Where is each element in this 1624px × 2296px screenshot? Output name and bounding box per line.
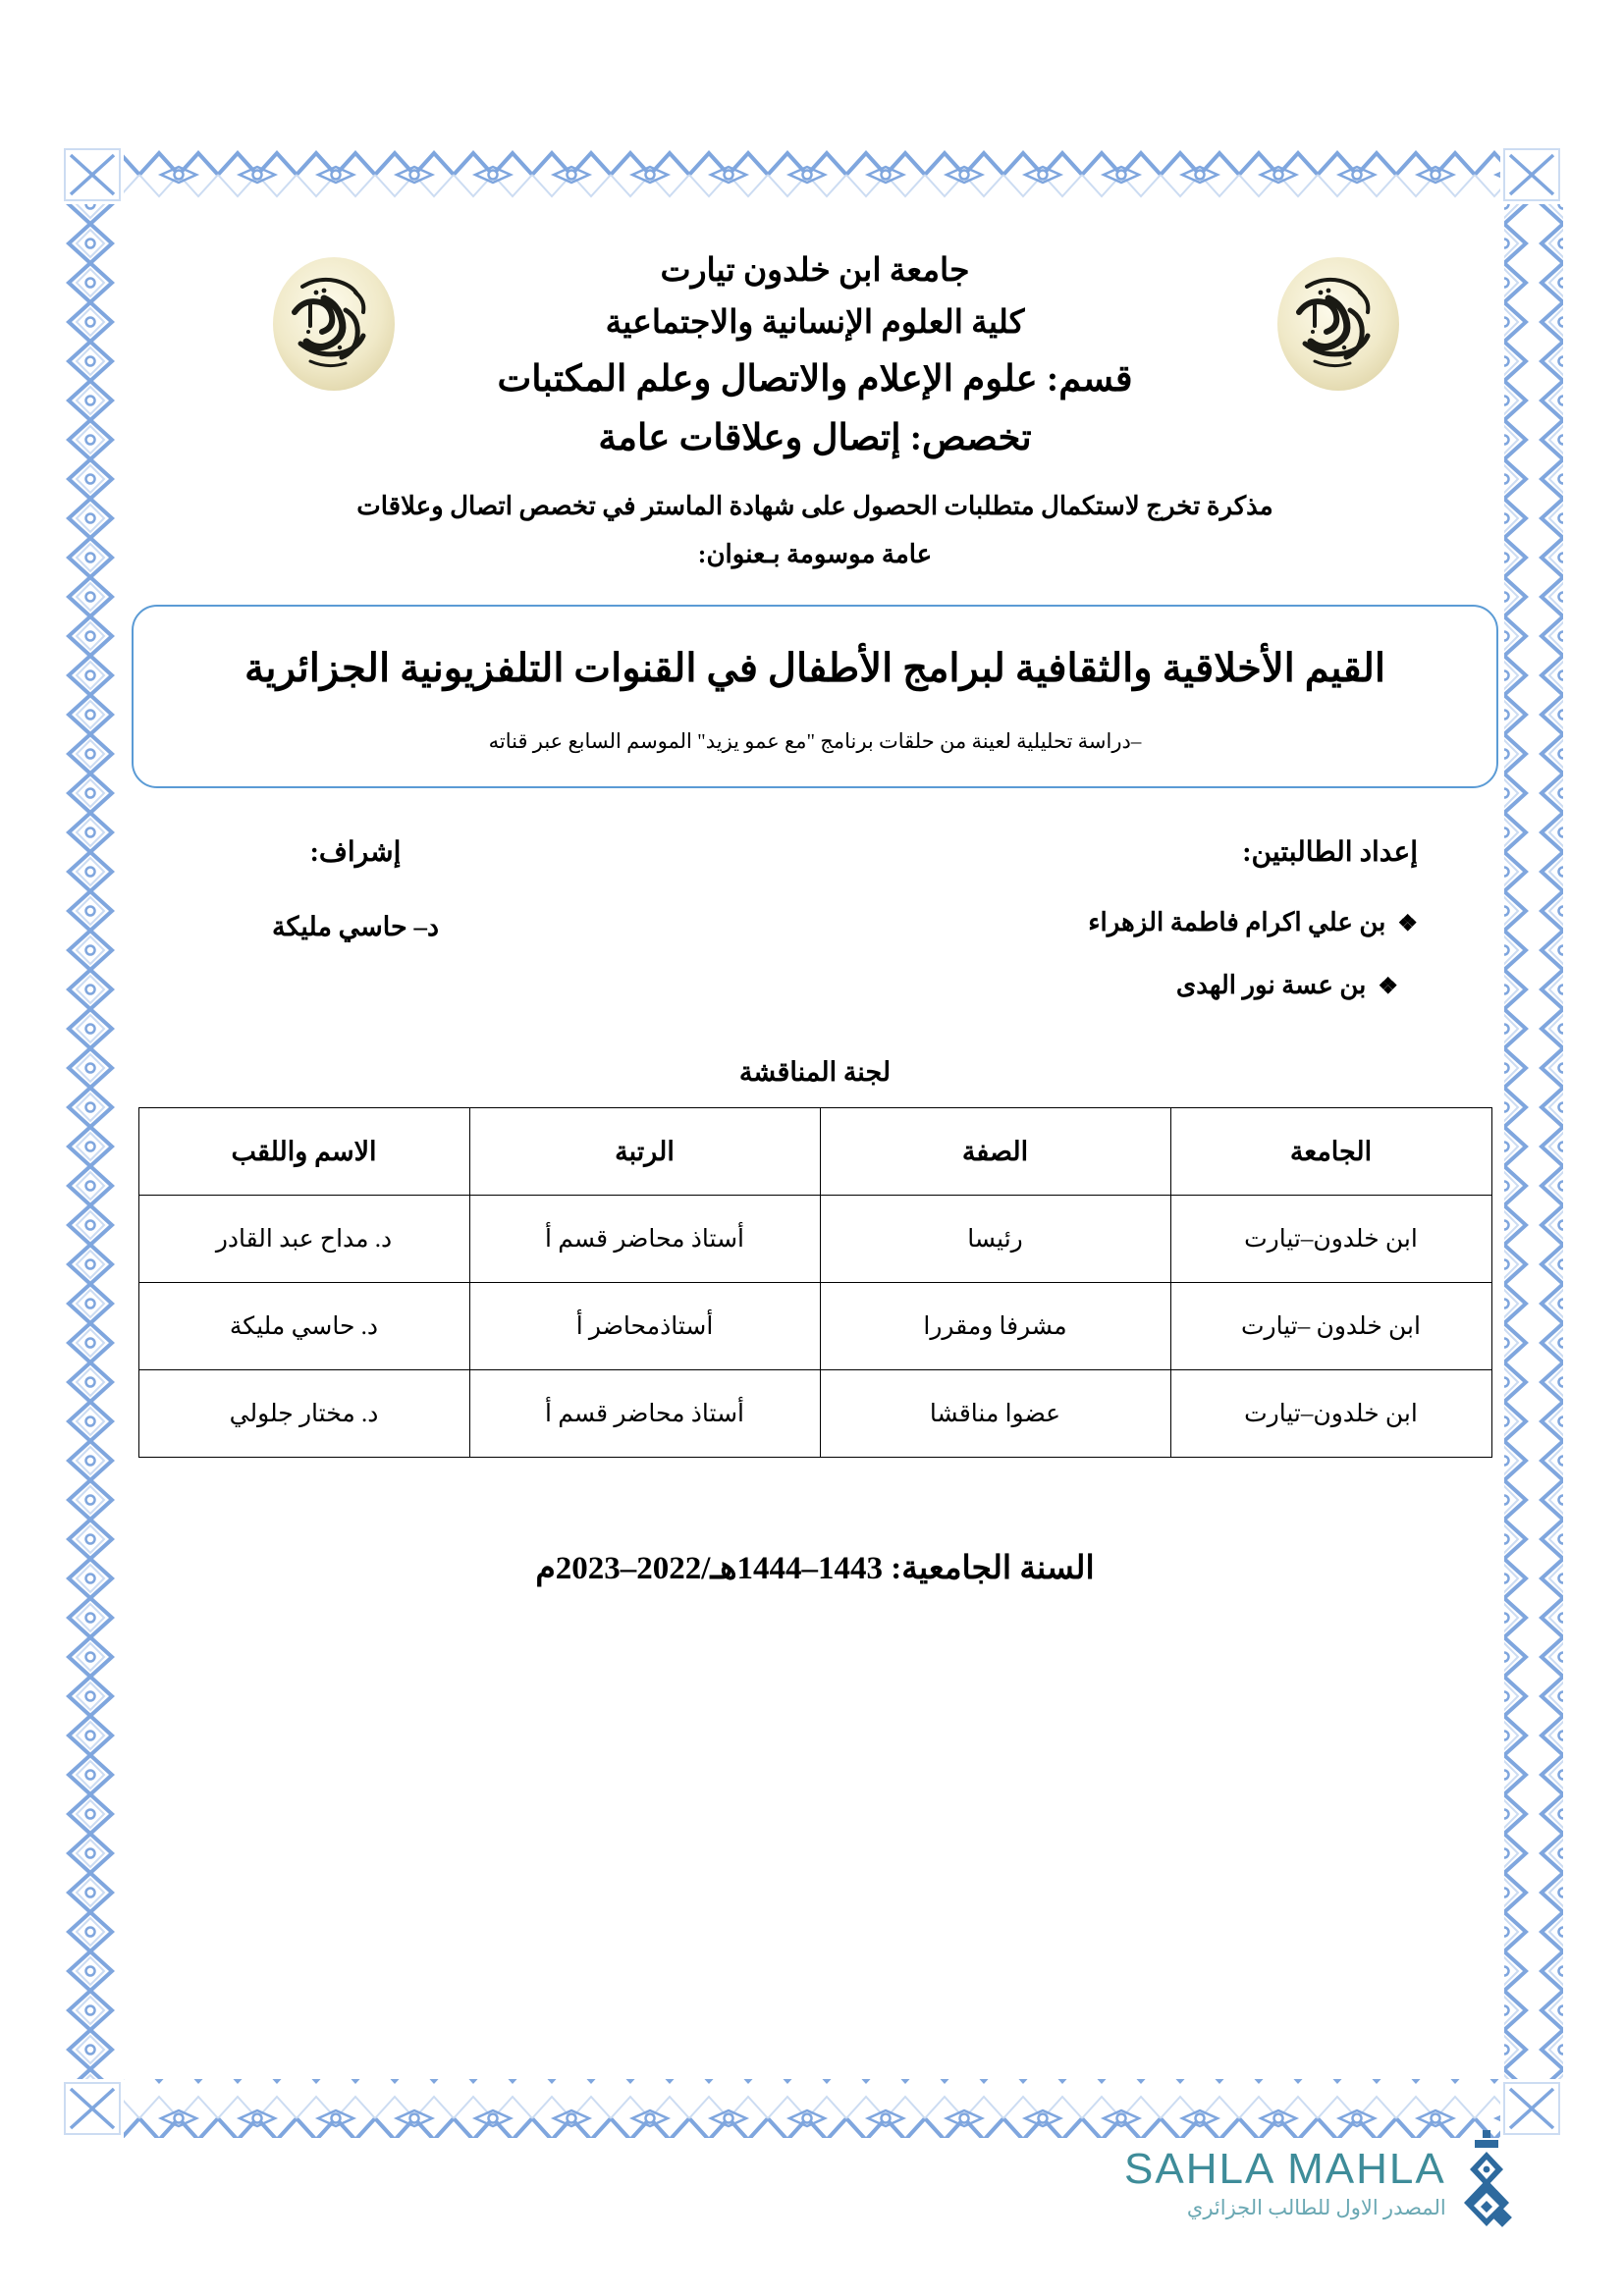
cell-university: ابن خلدون–تيارت xyxy=(1170,1370,1491,1458)
committee-heading: لجنة المناقشة xyxy=(738,1057,892,1088)
thesis-title-box xyxy=(132,605,1498,789)
sahla-mahla-logo-icon xyxy=(1456,2128,1517,2238)
cell-university: ابن خلدون–تيارت xyxy=(1170,1196,1491,1283)
cell-university: ابن خلدون –تيارت xyxy=(1170,1283,1491,1370)
cell-rank: أستاذمحاضر أ xyxy=(469,1283,820,1370)
supervisor-name: د– حاسي مليكة xyxy=(271,912,439,942)
author-item xyxy=(1088,908,1418,937)
authors-column xyxy=(1088,835,1418,1034)
author-name: بن علي اكرام فاطمة الزهراء xyxy=(1088,908,1386,937)
committee-table xyxy=(138,1107,1492,1458)
cell-role: عضوا مناقشا xyxy=(820,1370,1170,1458)
memo-statement xyxy=(118,482,1512,579)
cell-role: رئيسا xyxy=(820,1196,1170,1283)
authors-label: إعداد الطالبتين: xyxy=(1242,837,1418,869)
cell-rank: أستاذ محاضر قسم أ xyxy=(469,1196,820,1283)
memo-line-1: مذكرة تخرج لاستكمال متطلبات الحصول على شهادة الماستر في تخصص اتصال وعلاقات xyxy=(356,491,1273,520)
specialization-name: تخصص: إتصال وعلاقات عامة xyxy=(598,417,1032,458)
table-row xyxy=(138,1370,1491,1458)
table-row xyxy=(138,1196,1491,1283)
department-name: قسم: علوم الإعلام والاتصال وعلم المكتبات xyxy=(497,358,1133,400)
cell-role: مشرفا ومقررا xyxy=(820,1283,1170,1370)
cover-content xyxy=(118,187,1512,2101)
sahla-mahla-watermark xyxy=(1124,2128,1586,2266)
university-name: جامعة ابن خلدون تيارت xyxy=(660,253,970,289)
university-logo-left xyxy=(1256,253,1421,395)
author-item xyxy=(1088,971,1418,1000)
column-header-university: الجامعة xyxy=(1170,1108,1491,1196)
author-name: بن عسة نور الهدى xyxy=(1175,971,1367,1000)
academic-year: السنة الجامعية: 1443–1444هـ/2022–2023م xyxy=(535,1551,1095,1587)
watermark-tagline: المصدر الاول للطالب الجزائري xyxy=(1186,2195,1446,2219)
diamond-bullet-icon: ❖ xyxy=(1397,911,1418,936)
table-row xyxy=(138,1283,1491,1370)
supervisor-column xyxy=(228,835,483,1034)
cell-name: د. حاسي مليكة xyxy=(138,1283,469,1370)
column-header-name: الاسم واللقب xyxy=(138,1108,469,1196)
cell-name: د. مداح عبد القادر xyxy=(138,1196,469,1283)
authors-supervisor-row xyxy=(118,835,1512,1034)
cell-rank: أستاذ محاضر قسم أ xyxy=(469,1370,820,1458)
watermark-brand: SAHLA MAHLA xyxy=(1124,2145,1446,2194)
thesis-title: القيم الأخلاقية والثقافية لبرامج الأطفال في القنوات التلفزيونية الجزائرية xyxy=(244,645,1385,690)
cell-name: د. مختار جلولي xyxy=(138,1370,469,1458)
table-header-row xyxy=(138,1108,1491,1196)
column-header-role: الصفة xyxy=(820,1108,1170,1196)
diamond-bullet-icon: ❖ xyxy=(1378,974,1398,999)
university-logo-right xyxy=(251,253,416,395)
memo-line-2: عامة موسومة بـعنوان: xyxy=(697,540,933,569)
faculty-name: كلية العلوم الإنسانية والاجتماعية xyxy=(605,305,1025,342)
supervisor-label: إشراف: xyxy=(309,837,402,869)
thesis-subtitle: –دراسة تحليلية لعينة من حلقات برنامج "مع عمو يزيد" الموسم السابع عبر قناته xyxy=(488,728,1142,753)
column-header-rank: الرتبة xyxy=(469,1108,820,1196)
